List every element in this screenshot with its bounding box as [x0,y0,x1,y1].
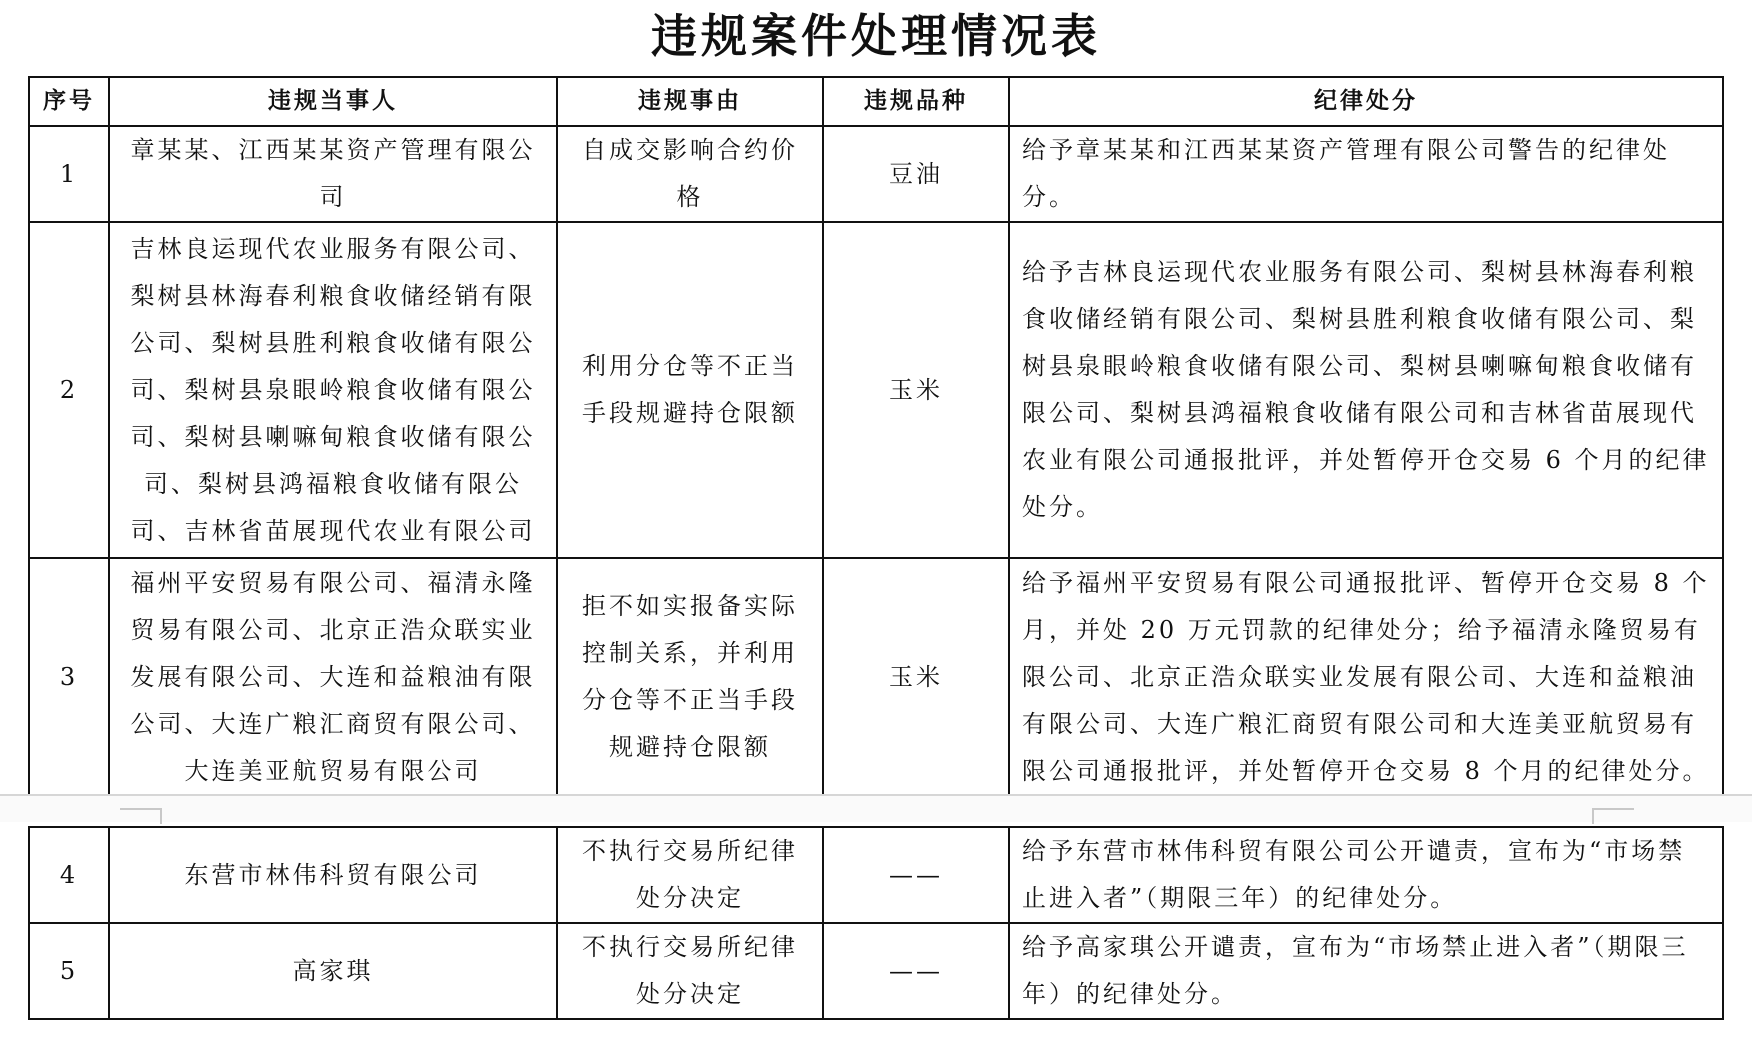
cell-party: 福州平安贸易有限公司、福清永隆贸易有限公司、北京正浩众联实业发展有限公司、大连和益粮油有限公司、大连广粮汇商贸有限公司、大连美亚航贸易有限公司 [109,558,557,796]
page-corner-mark-right [1592,808,1634,824]
violation-cases-table [28,76,1724,797]
cell-variety: 玉米 [823,558,1009,796]
header-variety: 违规品种 [823,77,1009,126]
cell-party: 章某某、江西某某资产管理有限公司 [109,126,557,222]
page-corner-mark-left [120,808,162,824]
table-row [29,558,1723,796]
cell-seq: 4 [29,827,109,923]
cell-penalty: 给予高家琪公开谴责，宣布为“市场禁止进入者”（期限三年）的纪律处分。 [1009,923,1723,1019]
cell-variety: —— [823,923,1009,1019]
cell-reason: 拒不如实报备实际控制关系，并利用分仓等不正当手段规避持仓限额 [557,558,823,796]
page-title: 违规案件处理情况表 [651,9,1101,63]
cell-seq: 3 [29,558,109,796]
cell-reason: 不执行交易所纪律处分决定 [557,923,823,1019]
cell-party: 东营市林伟科贸有限公司 [109,827,557,923]
violation-cases-table-continued [28,826,1724,1020]
header-seq: 序号 [29,77,109,126]
table-header-row [29,77,1723,126]
cell-party: 吉林良运现代农业服务有限公司、梨树县林海春利粮食收储经销有限公司、梨树县胜利粮食收储有限公司、梨树县泉眼岭粮食收储有限公司、梨树县喇嘛甸粮食收储有限公司、梨树县鸿福粮食收储有限公司、吉林省苗展现代农业有限公司 [109,222,557,558]
cell-penalty: 给予吉林良运现代农业服务有限公司、梨树县林海春利粮食收储经销有限公司、梨树县胜利粮食收储有限公司、梨树县泉眼岭粮食收储有限公司、梨树县喇嘛甸粮食收储有限公司、梨树县鸿福粮食收储有限公司和吉林省苗展现代农业有限公司通报批评，并处暂停开仓交易 6 个月的纪律处分。 [1009,222,1723,558]
cell-reason: 利用分仓等不正当手段规避持仓限额 [557,222,823,558]
header-reason: 违规事由 [557,77,823,126]
header-penalty: 纪律处分 [1009,77,1723,126]
cell-reason: 自成交影响合约价格 [557,126,823,222]
cell-party: 高家琪 [109,923,557,1019]
table-row [29,827,1723,923]
cell-variety: —— [823,827,1009,923]
cell-seq: 5 [29,923,109,1019]
cell-seq: 1 [29,126,109,222]
cell-seq: 2 [29,222,109,558]
cell-variety: 豆油 [823,126,1009,222]
table-row [29,222,1723,558]
cell-penalty: 给予福州平安贸易有限公司通报批评、暂停开仓交易 8 个月，并处 20 万元罚款的纪律处分；给予福清永隆贸易有限公司、北京正浩众联实业发展有限公司、大连和益粮油有限公司、大连广粮汇商贸有限公司和大连美亚航贸易有限公司通报批评，并处暂停开仓交易 8 个月的纪律处分。 [1009,558,1723,796]
cell-reason: 不执行交易所纪律处分决定 [557,827,823,923]
table-row [29,126,1723,222]
page-break [0,794,1752,822]
cell-penalty: 给予章某某和江西某某资产管理有限公司警告的纪律处分。 [1009,126,1723,222]
cell-variety: 玉米 [823,222,1009,558]
cell-penalty: 给予东营市林伟科贸有限公司公开谴责，宣布为“市场禁止进入者”（期限三年）的纪律处分。 [1009,827,1723,923]
table-row [29,923,1723,1019]
header-party: 违规当事人 [109,77,557,126]
